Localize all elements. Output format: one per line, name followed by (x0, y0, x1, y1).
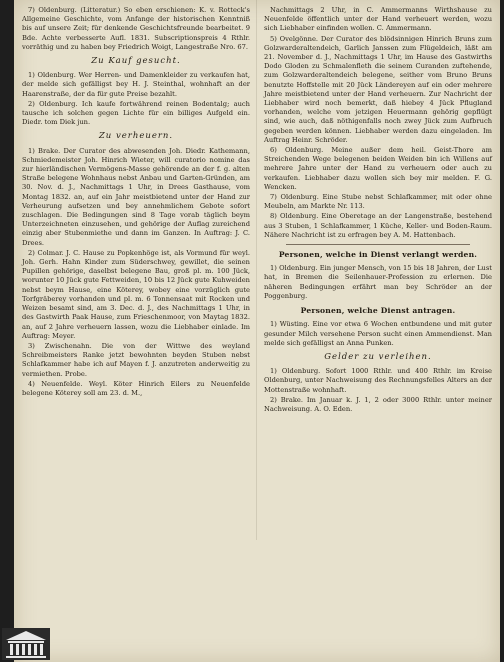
notice-antragen-1: 1) Wüsting. Eine vor etwa 6 Wochen entbundene und mit guter gesunder Milch versehene Person sucht einen Ammendienst. Man melde sich gefälligst an Anna Punken. (264, 320, 492, 347)
heading-dienst-antragen: Personen, welche Dienst antragen. (300, 306, 456, 316)
notice-verheuern-3: 3) Zwischenahn. Die von der Wittwe des weyland Schreibmeisters Ranke jetzt bewohnten beyden Stuben nebst Schlafkammer habe ich auf Mayen f. J. anzutreten anderweitig zu vermiethen. Probe. (22, 341, 250, 378)
notice-kauf-1: 1) Oldenburg. Wer Herren- und Damenkleider zu verkaufen hat, der melde sich gefälligst bey H. J. Steinthal, wohnhaft an der Haarenstraße, der da für gute Preise bezahlt. (22, 71, 250, 98)
notice-verheuern-7: 7) Oldenburg. Eine Stube nebst Schlafkammer, mit oder ohne Meubeln, am Markte Nr. 113. (264, 193, 492, 211)
notice-literature: 7) Oldenburg. (Litteratur.) So eben erschienen: K. v. Rotteck's Allgemeine Geschichte, vom Anfange der historischen Kenntniß bis auf unsere Zeit; für denkende Geschichtsfreunde bearbeitet. 9 Bde. Achte verbesserte Aufl. 1831. Subscriptionspreis 4 Rthlr. vorräthig und zu haben bey Friedrich Woigt, Langestraße Nro. 67. (22, 6, 250, 51)
heading-zu-verheuern: Zu verheuern. (98, 131, 174, 142)
section-rule (286, 244, 470, 245)
newspaper-page (14, 0, 500, 662)
library-building-logo-icon (2, 628, 50, 660)
notice-verheuern-8: 8) Oldenburg. Eine Oberetage an der Langenstraße, bestehend aus 3 Stuben, 1 Schlafkammer, 1 Küche, Keller- und Boden-Raum. Nähere Nachricht ist zu erfragen bey A. M. Hattenbach. (264, 212, 492, 239)
notice-verlangt-1: 1) Oldenburg. Ein junger Mensch, von 15 bis 18 Jahren, der Lust hat, in Bremen die Seilenhauer-Profession zu erlernen. Die näheren Bedingungen erfährt man bey Schröder an der Poggenburg. (264, 264, 492, 300)
left-column (22, 6, 250, 399)
notice-geld-2: 2) Brake. Im Januar k. J. 1, 2 oder 3000 Rthlr. unter meiner Nachweisung. A. O. Eden. (264, 395, 492, 413)
column-divider (256, 0, 257, 540)
notice-verheuern-2: 2) Colmar. J. C. Hause zu Popkenhöge ist, als Vormund für weyl. Joh. Gerh. Hahn Kinder zum Süderschwey, gewillet, die seinen Pupillen gehörige, daselbst belegene Bau, groß pl. m. 100 Jück, worunter 10 Jück gute Fettweiden, 10 bis 12 Jück gute Kuhweiden nebst beym Hause, eine Köterey, wobey eine vorzüglich gute Torfgräberey vorhanden und pl. m. 6 Tonnensaat mit Rocken und Weizen besamt sind, am 3. Dec. d. J., des Nachmittags 1 Uhr, in des Gastwirth Paak Hause, zum Frieschenmoor, von Maytag 1832. an, auf 2 Jahre verheuern lassen, wozu die Liebhaber einlade. Im Auftrag: Meyer. (22, 248, 250, 340)
notice-verheuern-4-cont: Nachmittags 2 Uhr, in C. Ammermanns Wirthshause zu Neuenfelde öffentlich unter der Hand verheuert werden, wozu sich Liebhaber einfinden wollen. C. Ammermann. (264, 6, 492, 33)
notice-verheuern-1: 1) Brake. Der Curator des abwesenden Joh. Diedr. Kathemann, Schmiedemeister Joh. Hinrich Wieter, will curatorio nomine das zur hierländischen Vermögens-Masse gehörende an der f. g. alten Straße belegene Wohnhaus nebst Anbau und Garten-Gründen, am 30. Nov. d. J., Nachmittags 1 Uhr, in Drees Gasthause, vom Montag 1832. an, auf ein Jahr meistbietend unter der Hand zur Verheurung aufsetzen und bey annehmlichem Gebote sofort zuschlagen. Die Bedingungen sind 8 Tage vorab täglich beym Unterzeichneten einzusehen, und gehörige der Auflag zureichend einzig aber Stubenmiethe und dann im Ganzen. In Auftrag: J. C. Drees. (22, 146, 250, 247)
notice-kauf-2: 2) Oldenburg. Ich kaufe fortwährend reinen Bodentalg; auch tausche ich solchen gegen Lichte für ein billiges Aufgeld ein. Diedr. tom Diek jun. (22, 99, 250, 127)
heading-zu-kauf-gesucht: Zu Kauf gesucht. (91, 56, 181, 67)
notice-verheuern-5: 5) Ovelgönne. Der Curator des blödsinnigen Hinrich Bruns zum Golzwarderaltendeich, Garlich Janssen zum Flügeldeich, läßt am 21. November d. J., Nachmittags 1 Uhr, im Hause des Gastwirths Dodo Gloden zu Schmalenfleth die seinem Curanden zuftehende, zum Golzwarderaltendeich belegene, seither vom Bruno Bruns benutzte Hoffstelle mit 20 Jück Ländereyen auf ein oder mehrere Jahre meistbietend unter der Hand verheuern. Zur Nachricht der Liebhaber wird noch bemerkt, daß hiebey 4 Jück Pflugland vorhanden, welche vom jetzigen Heuermann gehörig gepflügt sind, wie auch, daß nöthigenfalls noch zwey Jück zum Aufbruch gegeben werden können. Liebhaber werden dazu eingeladen. Im Auftrag Heinr. Schröder. (264, 34, 492, 144)
notice-verheuern-4: 4) Neuenfelde. Weyl. Köter Hinrich Eilers zu Neuenfelde belegene Köterey soll am 23. d. M., (22, 379, 250, 397)
heading-dienst-verlangt: Personen, welche in Dienst verlangt werden. (278, 250, 478, 260)
notice-geld-1: 1) Oldenburg. Sofort 1000 Rthlr. und 400 Rthlr. im Kreise Oldenburg, unter Nachweisung des Rechnungsfelles Alters an der Mottenstraße wohnhaft. (264, 367, 492, 394)
heading-gelder-verleihen: Gelder zu verleihen. (324, 351, 432, 362)
notice-verheuern-6: 6) Oldenburg. Meine außer dem heil. Geist-Thore am Streichenden Wege belegenen beiden Weiden bin ich Willens auf mehrere Jahre unter der Hand zu verheuern oder auch zu verkaufen. Liebhaber dazu wollen sich bey mir melden. F. G. Wencken. (264, 146, 492, 191)
right-column (264, 6, 492, 415)
